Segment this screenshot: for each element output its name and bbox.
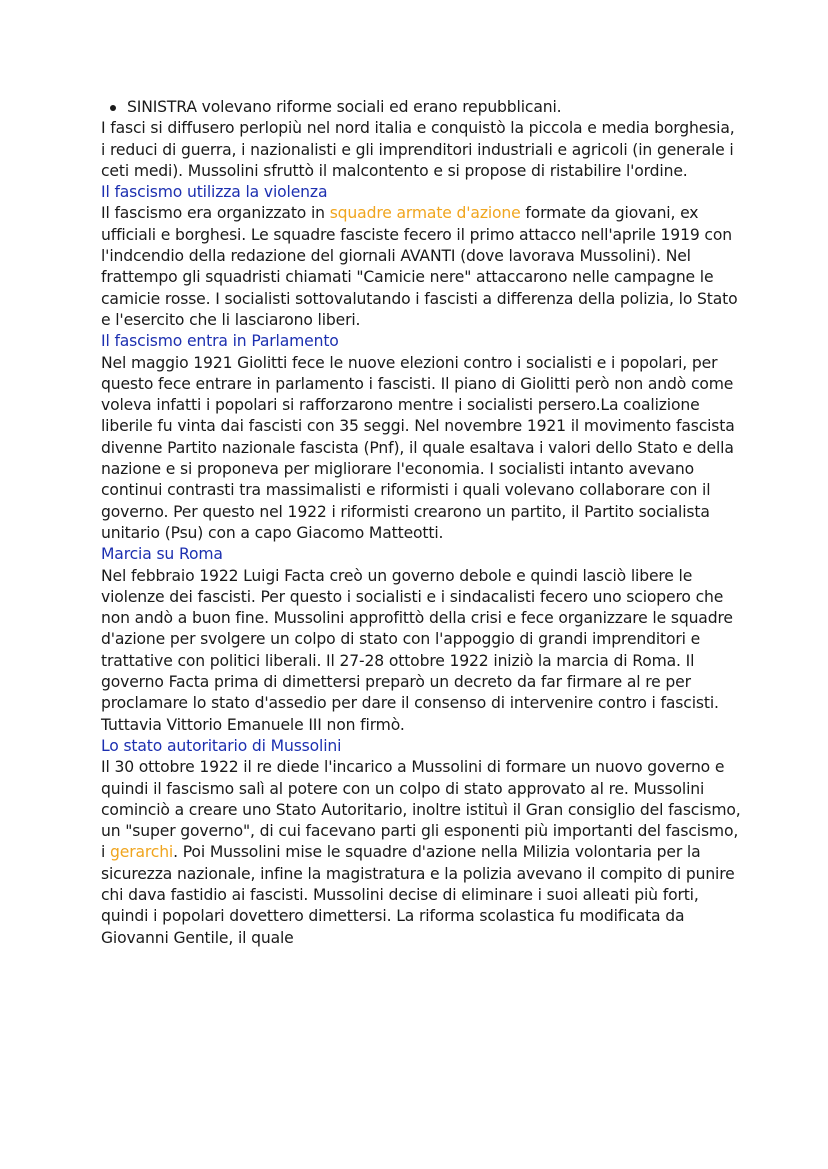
bullet-dot-icon [110, 105, 116, 111]
bullet-item [101, 97, 741, 118]
highlight-gerarchi: gerarchi [110, 843, 174, 862]
paragraph-fasci: I fasci si diffusero perlopiù nel nord italia e conquistò la piccola e media borghesia, i reduci di guerra, i nazionalisti e gli imprenditori industriali e agricoli (in generale i ceti medi). Mussolini sfruttò il malcontento e si propose di ristabilire l'ordine. [101, 119, 735, 180]
heading-parlamento: Il fascismo entra in Parlamento [101, 332, 339, 351]
paragraph-stato-rest: . Poi Mussolini mise le squadre d'azione nella Milizia volontaria per la sicurezza nazionale, infine la magistratura e la polizia avevano il compito di punire chi dava fastidio ai fascisti. Mussolini decise di eliminare i suoi alleati più forti, quindi i popolari dovettero dimettersi. La riforma scolastica fu modificata da Giovanni Gentile, il quale [101, 843, 735, 947]
paragraph-violenza-rest: formate da giovani, ex ufficiali e borghesi. Le squadre fasciste fecero il primo attacco nell'aprile 1919 con l'indcendio della redazione del giornali AVANTI (dove lavorava Mussolini). Nel frattempo gli squadristi chiamati "Camicie nere" attaccarono nelle campagne le camicie rosse. I socialisti sottovalutando i fascisti a differenza della polizia, lo Stato e l'esercito che li lasciarono liberi. [101, 204, 738, 329]
heading-marcia: Marcia su Roma [101, 545, 223, 564]
paragraph-violenza [101, 203, 741, 331]
paragraph-marcia: Nel febbraio 1922 Luigi Facta creò un governo debole e quindi lasciò libere le violenze dei fascisti. Per questo i socialisti e i sindacalisti fecero uno sciopero che non andò a buon fine. Mussolini approfittò della crisi e fece organizzare le squadre d'azione per svolgere un colpo di stato con l'appoggio di grandi imprenditori e trattative con politici liberali. Il 27-28 ottobre 1922 iniziò la marcia di Roma. Il governo Facta prima di dimettersi preparò un decreto da far firmare al re per proclamare lo stato d'assedio per dare il consenso di intervenire contro i fascisti. Tuttavia Vittorio Emanuele III non firmò. [101, 566, 733, 734]
paragraph-stato-autoritario [101, 757, 741, 949]
paragraph-stato-start: Il 30 ottobre 1922 il re diede l'incarico a Mussolini di formare un nuovo governo e quindi il fascismo salì al potere con un colpo di stato approvato al re. Mussolini cominciò a creare uno Stato Autoritario, inoltre istituì il Gran consiglio del fascismo, un "super governo", di cui facevano parti gli esponenti più importanti del fascismo, i [101, 758, 741, 862]
document-page [101, 97, 741, 949]
paragraph-parlamento: Nel maggio 1921 Giolitti fece le nuove elezioni contro i socialisti e i popolari, per questo fece entrare in parlamento i fascisti. Il piano di Giolitti però non andò come voleva infatti i popolari si rafforzarono mentre i socialisti persero.La coalizione liberile fu vinta dai fascisti con 35 seggi. Nel novembre 1921 il movimento fascista divenne Partito nazionale fascista (Pnf), il quale esaltava i valori dello Stato e della nazione e si proponeva per migliorare l'economia. I socialisti intanto avevano continui contrasti tra massimalisti e riformisti i quali volevano collaborare con il governo. Per questo nel 1922 i riformisti crearono un partito, il Partito socialista unitario (Psu) con a capo Giacomo Matteotti. [101, 353, 735, 542]
paragraph-violenza-start: Il fascismo era organizzato in [101, 204, 330, 223]
heading-violenza: Il fascismo utilizza la violenza [101, 183, 328, 202]
highlight-squadre: squadre armate d'azione [329, 204, 521, 223]
bullet-text: SINISTRA volevano riforme sociali ed erano repubblicani. [127, 98, 562, 116]
heading-stato-autoritario: Lo stato autoritario di Mussolini [101, 736, 342, 755]
